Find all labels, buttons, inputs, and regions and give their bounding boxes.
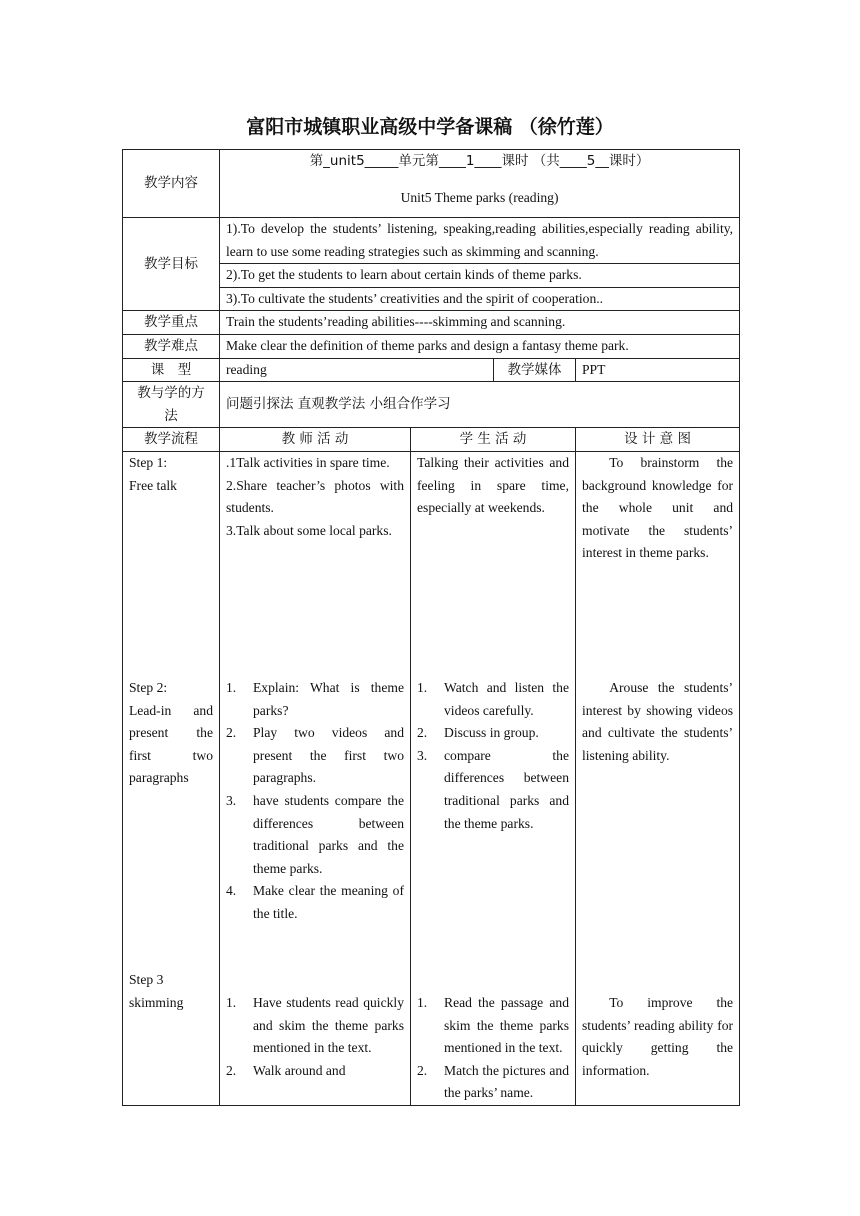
- key-text: Train the students’reading abilities----skimming and scanning.: [220, 311, 740, 335]
- list-item: 1. Read the passage and skim the theme parks mentioned in the text.: [417, 994, 569, 1056]
- list-item: 1. Explain: What is theme parks?: [226, 679, 404, 718]
- step-3-name-line1: Step 3: [129, 971, 164, 987]
- list-item: 2. Walk around and: [226, 1062, 346, 1078]
- student-cell: [411, 451, 576, 1105]
- step-2-name: Step 2: Lead-in and present the first two paragraphs: [129, 679, 213, 786]
- goal-1: 1).To develop the students’ listening, speaking,reading abilities,especially reading ability, learn to use some reading strategies such as skimming and scanning.: [220, 218, 740, 264]
- media-value: PPT: [576, 358, 740, 382]
- content-line1: 第_unit5_____单元第____1____课时 （共____5__课时）: [309, 153, 650, 169]
- type-label: 课 型: [123, 358, 220, 382]
- key-label: 教学重点: [123, 311, 220, 335]
- goal-3: 3).To cultivate the students’ creativities and the spirit of cooperation..: [220, 287, 740, 311]
- header-student: 学 生 活 动: [411, 428, 576, 452]
- content-label: 教学内容: [123, 150, 220, 218]
- header-teacher: 教 师 活 动: [220, 428, 411, 452]
- lesson-plan-table: [122, 149, 740, 1106]
- step-3-design: To improve the students’ reading ability for quickly getting the information.: [582, 994, 734, 1078]
- design-cell: [576, 451, 740, 1105]
- header-design: 设 计 意 图: [576, 428, 740, 452]
- list-item: 3. have students compare the differences between traditional parks and the theme parks.: [226, 792, 404, 876]
- content-cell: [220, 150, 740, 218]
- difficult-text: Make clear the definition of theme parks and design a fantasy theme park.: [220, 334, 740, 358]
- step-1-teacher-3: 3.Talk about some local parks.: [226, 522, 392, 538]
- step-1-teacher-2: 2.Share teacher’s photos with students.: [226, 477, 404, 516]
- step-1-teacher-1: .1Talk activities in spare time.: [226, 454, 390, 470]
- list-item: 2. Play two videos and present the first two paragraphs.: [226, 725, 404, 786]
- document-title: 富阳市城镇职业高级中学备课稿 （徐竹莲）: [246, 116, 614, 138]
- header-flow: 教学流程: [123, 428, 220, 452]
- flow-cell: [123, 451, 220, 1105]
- media-label: 教学媒体: [494, 358, 576, 382]
- goals-label: 教学目标: [123, 218, 220, 311]
- goal-2: 2).To get the students to learn about certain kinds of theme parks.: [220, 264, 740, 288]
- step-1-design: To brainstorm the background knowledge for the whole unit and motivate the students’ interest in theme parks.: [582, 454, 734, 561]
- type-value: reading: [220, 358, 494, 382]
- method-value: 问题引探法 直观教学法 小组合作学习: [220, 382, 740, 428]
- teacher-cell: [220, 451, 411, 1105]
- method-label: 教与学的方法: [123, 382, 220, 428]
- step-2-design: Arouse the students’ interest by showing videos and cultivate the students’ listening ability.: [582, 679, 734, 763]
- list-item: 2. Match the pictures and the parks’ name.: [417, 1062, 569, 1101]
- list-item: 1. Have students read quickly and skim the theme parks mentioned in the text.: [226, 994, 404, 1056]
- step-1-student: Talking their activities and feeling in spare time, especially at weekends.: [417, 454, 569, 516]
- step-1-name: Step 1: Free talk: [129, 454, 177, 493]
- list-item: 3. compare the differences between traditional parks and the theme parks.: [417, 747, 569, 831]
- list-item: 4. Make clear the meaning of the title.: [226, 883, 404, 921]
- step-3-name-line2: skimming: [129, 994, 184, 1010]
- difficult-label: 教学难点: [123, 334, 220, 358]
- list-item: 2. Discuss in group.: [417, 725, 539, 741]
- content-line2: Unit5 Theme parks (reading): [400, 189, 559, 205]
- list-item: 1. Watch and listen the videos carefully.: [417, 679, 569, 718]
